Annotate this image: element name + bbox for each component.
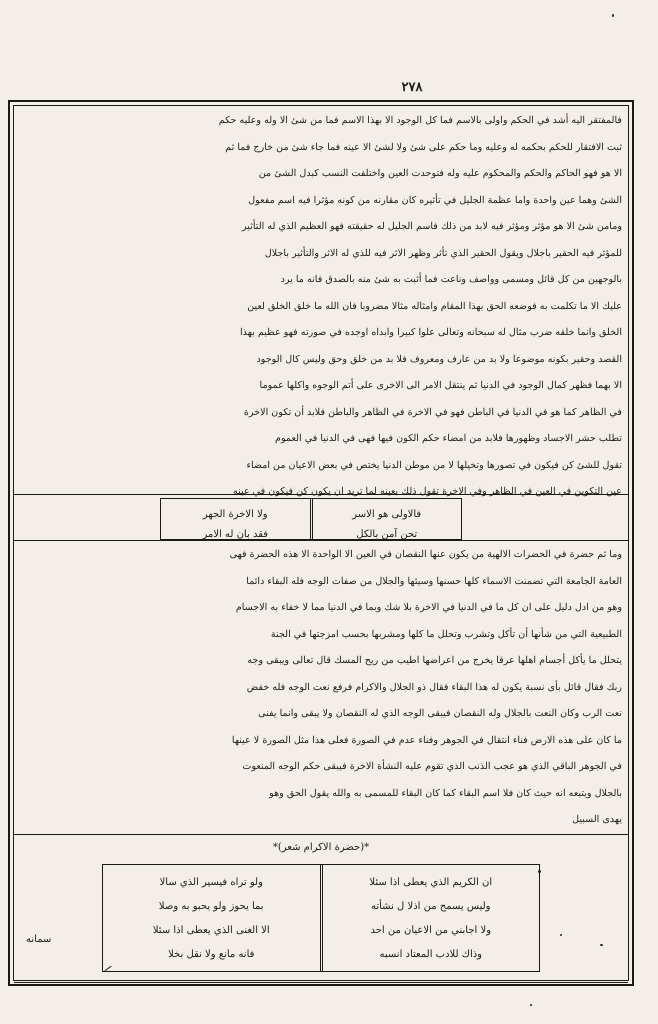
- text-line: ثبت الافتقار للحكم بحكمه له وعليه وما حكم على شئ ولا لشئ الا عينه فما جاء شئ من خارج فما ثم: [225, 141, 622, 153]
- text-line: ومامن شئ الا هو مؤثر ومؤثر فيه لابد من ذلك فاسم الجليل له حقيقته فهو العظيم الذي له التأثير: [242, 221, 622, 232]
- poem-column-right: [323, 865, 540, 971]
- separator-rule: [14, 540, 628, 541]
- paper-speck: [538, 870, 541, 873]
- verse-line: الا الغنى الذي يعطى اذا سئلا: [152, 925, 270, 936]
- text-block-hadra: [20, 542, 622, 832]
- text-line: تطلب حشر الاجساد وظهورها فلابد من امضاء حكم الكون فيها فهى في الدنيا في العموم: [275, 433, 622, 444]
- text-line: للمؤثر فيه الحقير باجلال ويقول الحقير الذي تأثر وظهر الاثر فيه للذي له الاثر والتأثير باجلال: [264, 247, 622, 259]
- text-line: الا بهما فظهر كمال الوجود في الدنيا ثم ينتقل الامر الى الاخرى على أتم الوجوه واكلها عموما: [259, 380, 622, 391]
- verse-line: ان الكريم الذي يعطى اذا سئلا: [369, 877, 493, 888]
- text-line: الخلق وانما خلقه ضرب مثال له سبحانه وتعالى علوا كبيرا وابداه اوجده في صورته فهو عظيم بهذا: [240, 327, 622, 338]
- poem-column-left: [161, 499, 313, 539]
- verse-line: بما يحوز ولو يحبو به وصلا: [158, 901, 264, 912]
- verse-line: فانه مانع ولا نقل بخلا: [168, 949, 255, 960]
- text-line: يتحلل ما يأكل أجسام اهلها عرقا يخرج من اعراضها اطيب من ريح المسك قال تعالى ويبقى وجه: [247, 655, 622, 666]
- text-line: تقول للشئ كن فيكون في تصورها وتخيلها لا من موطن الدنيا يختص في بعض الاعيان من امضاء: [246, 459, 622, 471]
- text-line: ما كان على هذه الارض فناء انتقال في الجوهر وفناء عدم في الصورة فعلى هذا مثل الصورة لا عينها: [231, 734, 622, 746]
- verse-line: وليس يسمح من اذلا ل نشأته: [370, 901, 491, 912]
- text-line: وما ثم حضرة في الحضرات الالهية من يكون عنها النقصان في العين الا الواحدة الا هذه الحضرة فهى: [229, 549, 622, 560]
- verse-line: فالاولى هو الاسر: [352, 509, 422, 520]
- text-line: الطبيعية التي من شأنها أن تأكل وتشرب وتحلل ما كلها ومشربها بحسب امزجتها في الجنة: [270, 628, 622, 640]
- text-line: في الظاهر كما هو في الدنيا في الباطن فهو في الاخرة في الظاهر والباطن فلابد أن تكون الاخرة: [243, 406, 622, 418]
- verse-line: فقد بان له الامر: [202, 529, 269, 540]
- separator-rule: [14, 494, 628, 495]
- verse-line: وذاك للادب المعتاد انسبه: [379, 949, 483, 960]
- poem-box-second: [102, 864, 540, 972]
- paper-speck: [560, 934, 562, 936]
- text-line: في الجوهر الباقي الذي هو عجب الذنب الذي تقوم عليه النشأة الاخرة فيبقى حكم الوجه المنعوت: [242, 761, 622, 772]
- text-line: الا هو فهو الحاكم والحكم والمحكوم عليه وله فتوحدت العين واختلفت النسب كبدل الشئ من: [258, 168, 622, 179]
- text-line: وهو من ادل دليل على ان كل ما في الدنيا في الاخرة بلا شك وبما في الدنيا مما لا خفاء به الاجسام: [235, 602, 622, 613]
- verse-line: ولا الاخرة الجهر: [202, 509, 268, 520]
- verse-line: تحن آمن بالكل: [356, 529, 418, 540]
- text-line: ربك فقال قائل بأى نسبة يكون له هذا البقاء فقال ذو الجلال والاكرام فرفع نعت الوجه فله خفض: [246, 681, 622, 693]
- text-block-main: [20, 108, 622, 500]
- catchword: سمانه: [26, 934, 52, 945]
- paper-speck: [600, 944, 603, 946]
- paper-speck: [612, 14, 614, 17]
- text-frame: [8, 100, 634, 986]
- text-line: عليك الا ما تكلمت به فوضعه الحق بهذا المقام وامثاله مثالا مضروبا فان الله ما خلق الخلق لعين: [247, 300, 622, 312]
- separator-rule: [14, 834, 628, 835]
- page-number: ٢٧٨: [401, 80, 423, 95]
- text-line: القصد وحقير بكونه موضوعا ولا بد من عارف ومعروف فلا بد من خلق وحق وليس كال الوجود: [256, 353, 622, 365]
- text-line: نعت الرب وكان النعت بالجلال وله النقصان فيبقى الوجه الذي له النقصان ولا يبقى وانما يفنى: [258, 708, 622, 719]
- verse-line: ولو تراه فيسير الذي سالا: [159, 877, 263, 888]
- text-line: العامة الجامعة التي تضمنت الاسماء كلها حسنها وسيئها والجلال من صفات الوجه فله البقاء دائما: [246, 575, 622, 587]
- separator-rule: [14, 982, 628, 983]
- poem-column-right: [313, 499, 462, 539]
- text-line: يهدى السبيل: [572, 814, 622, 825]
- poem-box-first: [160, 498, 462, 540]
- text-line: فالمفتقر اليه أشد في الحكم واولى بالاسم فما كل الوجود الا بهذا الاسم فما من شئ الا وله وعليه حكم: [218, 115, 622, 126]
- section-title: *(حضرة الاكرام شعر)*: [272, 842, 370, 853]
- text-line: عين التكوين في العين في الظاهر وفي الاخرة تقول ذلك بعينه لما تريد ان يكون كن فيكون في عينه: [232, 486, 622, 497]
- poem-column-left: [103, 865, 323, 971]
- verse-line: ولا اجابني من الاعيان من احد: [370, 925, 492, 936]
- paper-speck: [530, 1004, 532, 1006]
- text-line: الشئ وهما عين واحدة واما عظمة الجليل في تأثيره كان مقارنه من كونه مؤثرا فيه اسم مفعول: [248, 194, 622, 206]
- text-line: بالجلال ويتبعه انه حيث كان فلا اسم البقاء كما كان البقاء للمسمى به والله يقول الحق وهو: [269, 787, 622, 799]
- text-line: بالوجهين من كل قائل ومسمى وواصف وناعت فما أثبت به شئ منه بالصدق فانه ما يرد: [280, 274, 622, 285]
